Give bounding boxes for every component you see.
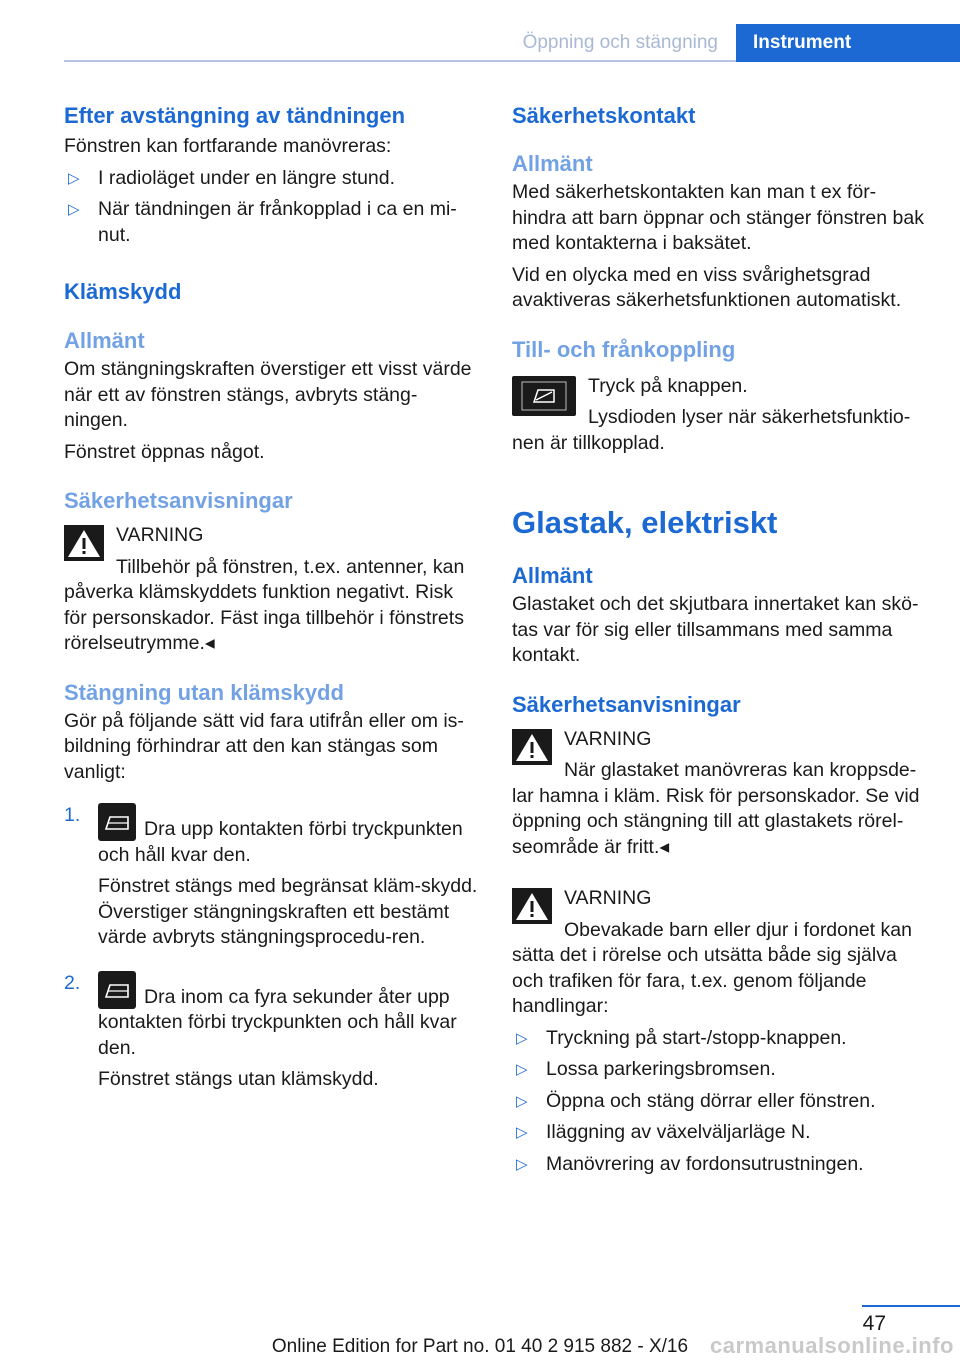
warning-triangle-icon bbox=[64, 525, 104, 561]
warning-block bbox=[64, 523, 480, 657]
window-switch-icon bbox=[98, 971, 136, 1009]
warning-title: VARNING bbox=[116, 524, 204, 546]
header-section-title: Öppning och stängning bbox=[522, 32, 718, 53]
safety-switch-button-icon bbox=[512, 376, 576, 416]
step-number: 2. bbox=[64, 971, 81, 994]
heading-stangning-utan-klamskydd: Stängning utan klämskydd bbox=[64, 679, 344, 705]
triangle-bullet-icon: ▷ bbox=[516, 1092, 528, 1110]
triangle-bullet-icon: ▷ bbox=[68, 169, 80, 187]
paragraph-glastak: Glastaket och det skjutbara innertaket kan skö-tas var för sig eller tillsammans med samma kontakt. bbox=[512, 593, 919, 666]
warning-block bbox=[512, 727, 930, 861]
list-item: ▷ Lossa parkeringsbromsen. bbox=[512, 1057, 930, 1083]
heading-sakerhetskontakt: Säkerhetskontakt bbox=[512, 103, 696, 128]
triangle-bullet-icon: ▷ bbox=[516, 1155, 528, 1173]
window-switch-icon bbox=[98, 803, 136, 841]
heading-till-och-frankoppling: Till- och frånkoppling bbox=[512, 336, 736, 362]
header-chapter-tab: Instrument bbox=[736, 24, 960, 62]
paragraph-lysdiod: Lysdioden lyser när säkerhetsfunktio-nen är tillkopplad. bbox=[512, 406, 911, 454]
warning-title: VARNING bbox=[564, 727, 652, 750]
heading-allmant: Allmänt bbox=[64, 328, 145, 353]
paragraph-efter: Fönstren kan fortfarande manövreras: bbox=[64, 135, 392, 157]
step-number: 1. bbox=[64, 804, 81, 826]
heading-sakerhetsanvisningar-glastak: Säkerhetsanvisningar bbox=[512, 691, 741, 717]
efter-bullet-list bbox=[64, 166, 480, 249]
heading-glastak-elektriskt: Glastak, elektriskt bbox=[512, 505, 778, 540]
step-text: Dra inom ca fyra sekunder åter upp kontakten förbi tryckpunkten och håll kvar den. bbox=[98, 985, 457, 1059]
triangle-bullet-icon: ▷ bbox=[68, 201, 80, 218]
warning-text: Tillbehör på fönstren, t.ex. antenner, kan påverka klämskyddets funktion negativt. Risk för personskador. Fäst inga tillbehör i fönstrets rörelseutrymme.◂ bbox=[64, 555, 465, 654]
paragraph-stangning: Gör på följande sätt vid fara utifrån eller om is-bildning förhindrar att den kan stängas som vanligt: bbox=[64, 709, 464, 783]
list-item: ▷ Iläggning av växelväljarläge N. bbox=[512, 1120, 930, 1146]
heading-allmant-glastak: Allmänt bbox=[512, 563, 593, 588]
paragraph-kontakt-2: Vid en olycka med en viss svårighetsgrad avaktiveras säkerhetsfunktionen automatiskt. bbox=[512, 263, 902, 311]
warning-block bbox=[512, 886, 930, 1020]
step-subtext: Fönstret stängs utan klämskydd. bbox=[98, 1068, 379, 1090]
warning-text: När glastaket manövreras kan kroppsde-lar hamna i kläm. Risk för personskador. Se vid öppning och stängning till att glastakets rörel-seområde är fritt.◂ bbox=[512, 759, 920, 858]
heading-efter-avstangning: Efter avstängning av tändningen bbox=[64, 103, 406, 128]
header-rule bbox=[64, 60, 736, 62]
paragraph-kontakt-1: Med säkerhetskontakten kan man t ex för-hindra att barn öppnar och stänger fönstren bak med kontakterna i baksätet. bbox=[512, 181, 924, 254]
step-item bbox=[64, 803, 480, 951]
list-item: ▷ Manövrering av fordonsutrustningen. bbox=[512, 1152, 930, 1178]
paragraph-allmant-1: Om stängningskraften överstiger ett visst värde när ett av fönstren stängs, avbryts stäng-ningen. bbox=[64, 358, 472, 431]
watermark-text: carmanualsonline.info bbox=[710, 1333, 954, 1358]
triangle-bullet-icon: ▷ bbox=[516, 1061, 528, 1078]
page-header bbox=[64, 24, 960, 62]
step-text: Dra upp kontakten förbi tryckpunkten och håll kvar den. bbox=[98, 818, 463, 866]
triangle-bullet-icon: ▷ bbox=[516, 1029, 528, 1047]
warning-title: VARNING bbox=[564, 887, 652, 909]
heading-sakerhetsanvisningar: Säkerhetsanvisningar bbox=[64, 488, 293, 513]
footer-rule bbox=[862, 1305, 960, 1307]
edition-text: Online Edition for Part no. 01 40 2 915 882 - X/16 bbox=[271, 1336, 689, 1357]
left-column bbox=[64, 102, 480, 1093]
triangle-bullet-icon: ▷ bbox=[516, 1124, 528, 1141]
list-item: ▷ Öppna och stäng dörrar eller fönstren. bbox=[512, 1089, 930, 1115]
warning-text: Obevakade barn eller djur i fordonet kan sätta det i rörelse och utsätta både sig själva och trafiken för fara, t.ex. genom följande handlingar: bbox=[512, 918, 912, 1017]
step-subtext: Fönstret stängs med begränsat kläm-skydd. Överstiger stängningskraften ett bestämt värde avbryts stängningsprocedu-ren. bbox=[98, 875, 478, 948]
heading-klamskydd: Klämskydd bbox=[64, 279, 182, 304]
steps-list bbox=[64, 803, 480, 1093]
paragraph-tryck: Tryck på knappen. bbox=[588, 374, 748, 397]
warning-triangle-icon bbox=[512, 888, 552, 924]
step-item bbox=[64, 971, 480, 1093]
list-item: ▷ I radioläget under en längre stund. bbox=[64, 166, 480, 192]
right-column bbox=[512, 102, 930, 1177]
heading-allmant: Allmänt bbox=[512, 151, 593, 176]
page-number: 47 bbox=[862, 1312, 886, 1335]
list-item: ▷ När tändningen är frånkopplad i ca en mi-nut. bbox=[68, 198, 457, 246]
list-item: ▷ Tryckning på start-/stopp-knappen. bbox=[512, 1026, 930, 1052]
warning-triangle-icon bbox=[512, 729, 552, 765]
paragraph-allmant-2: Fönstret öppnas något. bbox=[64, 440, 265, 463]
warning-bullet-list bbox=[512, 1026, 930, 1178]
safety-switch-block bbox=[512, 374, 930, 457]
